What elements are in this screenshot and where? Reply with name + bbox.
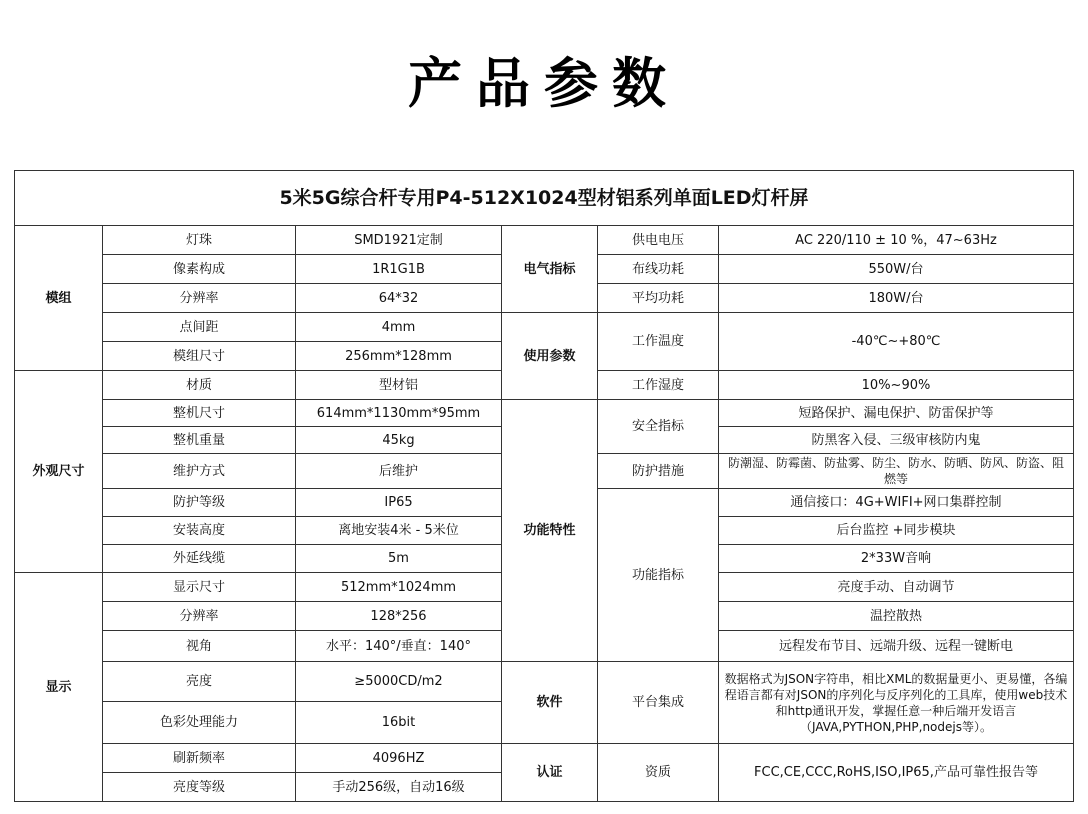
spec-label: 亮度: [103, 662, 296, 702]
spec-value: 通信接口：4G+WIFI+网口集群控制: [719, 489, 1074, 517]
spec-value: 64*32: [296, 284, 502, 313]
spec-label: 外延线缆: [103, 545, 296, 573]
page-title: 产品参数: [408, 52, 680, 115]
spec-value: 温控散热: [719, 602, 1074, 631]
spec-value: 614mm*1130mm*95mm: [296, 400, 502, 427]
spec-label: 整机重量: [103, 427, 296, 454]
spec-value: 4mm: [296, 313, 502, 342]
group-function: 功能特性: [502, 400, 598, 662]
table-title: 5米5G综合杆专用P4-512X1024型材铝系列单面LED灯杆屏: [15, 171, 1074, 226]
spec-label: 工作温度: [598, 313, 719, 371]
spec-label: 灯珠: [103, 226, 296, 255]
group-appearance: 外观尺寸: [15, 371, 103, 573]
spec-value: 亮度手动、自动调节: [719, 573, 1074, 602]
spec-value: 短路保护、漏电保护、防雷保护等: [719, 400, 1074, 427]
spec-value: 型材铝: [296, 371, 502, 400]
spec-value: 550W/台: [719, 255, 1074, 284]
group-certification: 认证: [502, 744, 598, 802]
spec-value: IP65: [296, 489, 502, 517]
spec-table: [14, 170, 1074, 802]
spec-value: 512mm*1024mm: [296, 573, 502, 602]
spec-label: 刷新频率: [103, 744, 296, 773]
group-usage: 使用参数: [502, 313, 598, 400]
spec-label: 资质: [598, 744, 719, 802]
spec-value: 5m: [296, 545, 502, 573]
spec-value: 10%~90%: [719, 371, 1074, 400]
group-software: 软件: [502, 662, 598, 744]
group-electrical: 电气指标: [502, 226, 598, 313]
spec-value: 远程发布节目、远端升级、远程一键断电: [719, 631, 1074, 662]
spec-value: ≥5000CD/m2: [296, 662, 502, 702]
spec-value: 防黑客入侵、三级审核防内鬼: [719, 427, 1074, 454]
spec-value: 128*256: [296, 602, 502, 631]
spec-value: FCC,CE,CCC,RoHS,ISO,IP65,产品可靠性报告等: [719, 744, 1074, 802]
spec-value: 防潮湿、防霉菌、防盐雾、防尘、防水、防晒、防风、防盗、阻燃等: [719, 454, 1074, 489]
spec-value: 离地安装4米 - 5米位: [296, 517, 502, 545]
spec-label: 功能指标: [598, 489, 719, 662]
spec-label: 像素构成: [103, 255, 296, 284]
spec-label: 防护等级: [103, 489, 296, 517]
spec-value: 手动256级，自动16级: [296, 773, 502, 802]
spec-value: SMD1921定制: [296, 226, 502, 255]
spec-label: 平台集成: [598, 662, 719, 744]
group-display: 显示: [15, 573, 103, 802]
spec-label: 供电电压: [598, 226, 719, 255]
spec-value: -40℃~+80℃: [719, 313, 1074, 371]
spec-label: 平均功耗: [598, 284, 719, 313]
spec-label: 分辨率: [103, 284, 296, 313]
group-module: 模组: [15, 226, 103, 371]
spec-label: 整机尺寸: [103, 400, 296, 427]
spec-label: 模组尺寸: [103, 342, 296, 371]
spec-value: 4096HZ: [296, 744, 502, 773]
spec-value: AC 220/110 ± 10 %，47~63Hz: [719, 226, 1074, 255]
spec-value: 1R1G1B: [296, 255, 502, 284]
spec-value: 180W/台: [719, 284, 1074, 313]
spec-label: 点间距: [103, 313, 296, 342]
spec-value: 水平：140°/垂直：140°: [296, 631, 502, 662]
spec-label: 视角: [103, 631, 296, 662]
spec-label: 显示尺寸: [103, 573, 296, 602]
spec-label: 分辨率: [103, 602, 296, 631]
spec-label: 布线功耗: [598, 255, 719, 284]
spec-value: 256mm*128mm: [296, 342, 502, 371]
spec-value: 2*33W音响: [719, 545, 1074, 573]
spec-label: 工作湿度: [598, 371, 719, 400]
spec-label: 亮度等级: [103, 773, 296, 802]
spec-label: 色彩处理能力: [103, 702, 296, 744]
spec-value: 16bit: [296, 702, 502, 744]
spec-value: 数据格式为JSON字符串，相比XML的数据量更小、更易懂，各编程语言都有对JSON的序列化与反序列化的工具库，使用web技术和http通讯开发，掌握任意一种后端开发语言（JAVA,PYTHON,PHP,nodejs等）。: [719, 662, 1074, 744]
spec-label: 防护措施: [598, 454, 719, 489]
spec-label: 安装高度: [103, 517, 296, 545]
spec-label: 材质: [103, 371, 296, 400]
spec-label: 安全指标: [598, 400, 719, 454]
spec-value: 后台监控 +同步模块: [719, 517, 1074, 545]
spec-value: 后维护: [296, 454, 502, 489]
spec-label: 维护方式: [103, 454, 296, 489]
spec-value: 45kg: [296, 427, 502, 454]
